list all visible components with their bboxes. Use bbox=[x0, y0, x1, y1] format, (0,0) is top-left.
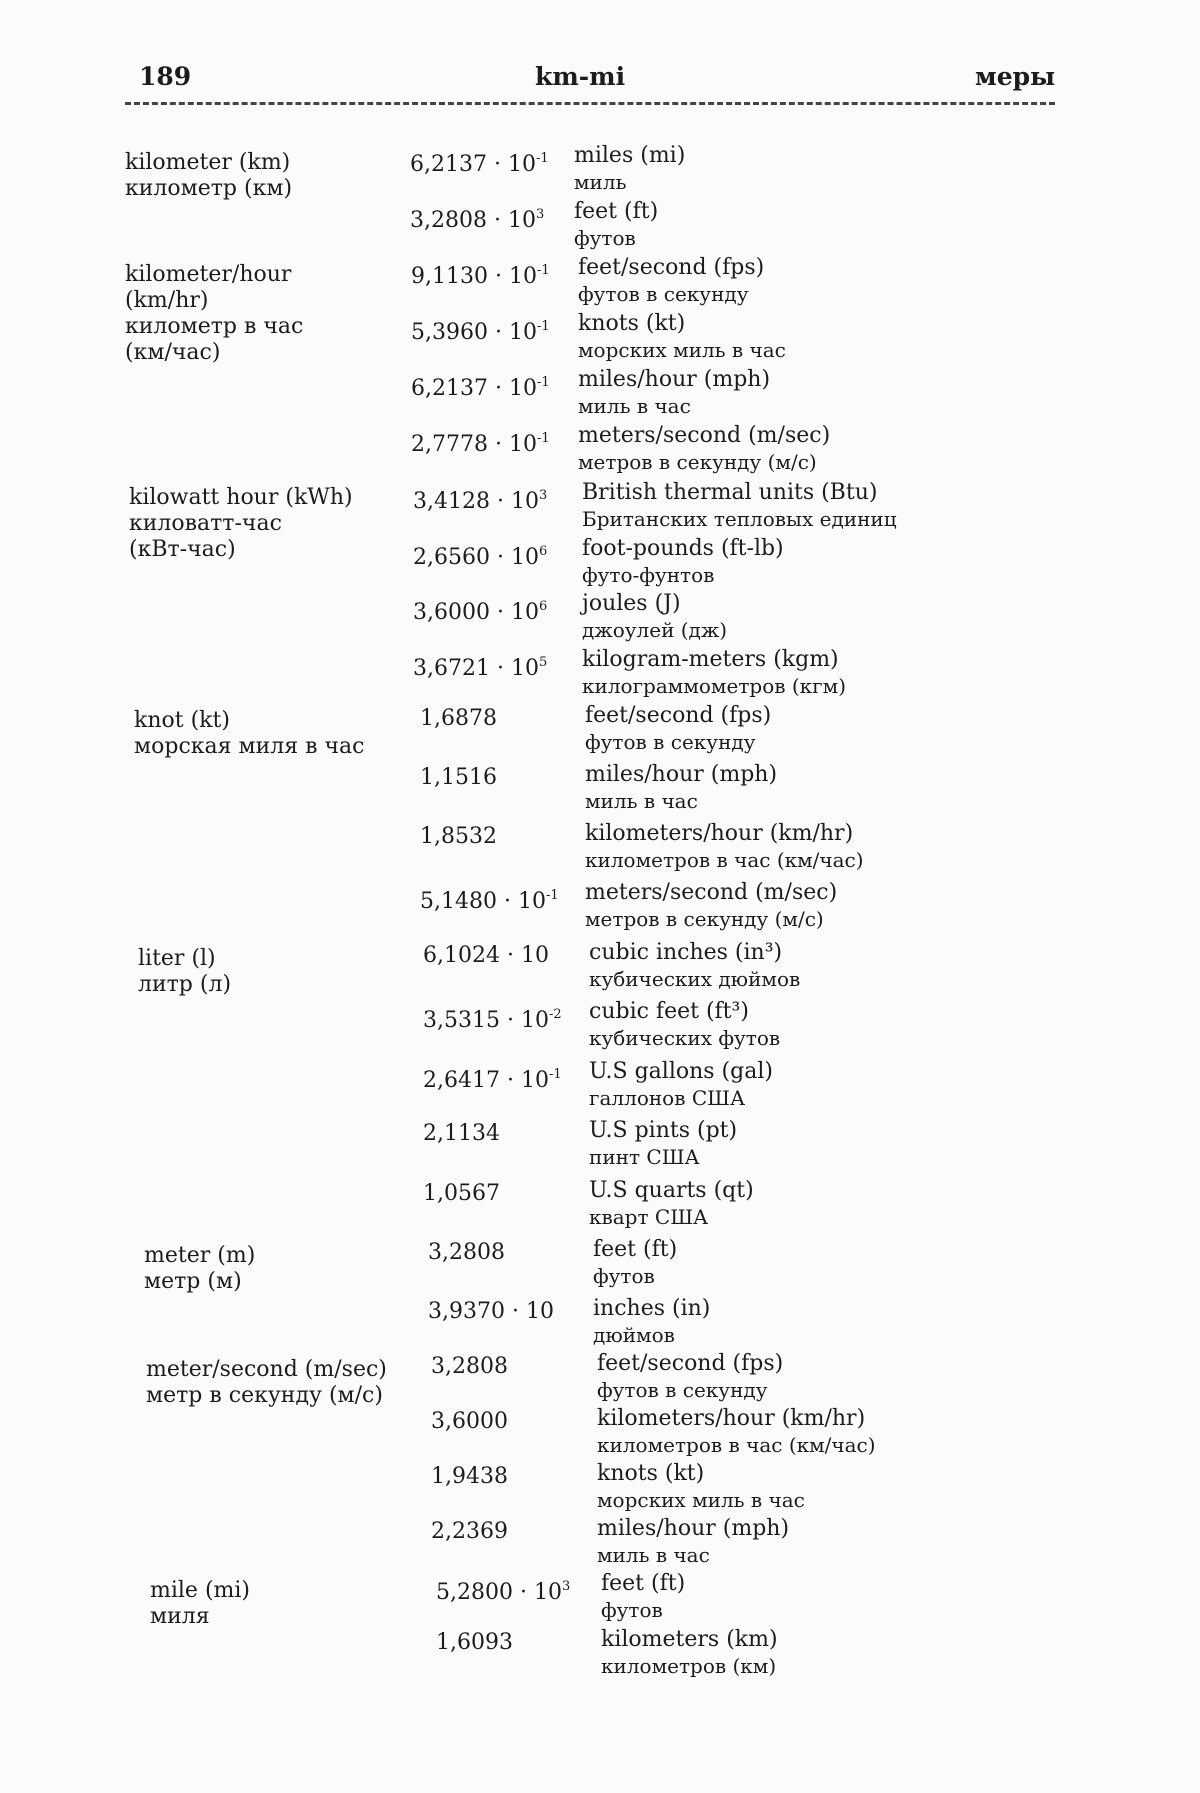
page-number: 189 bbox=[139, 62, 192, 91]
conversion-factor bbox=[431, 1464, 508, 1490]
factor-mantissa: 2,1134 bbox=[423, 1121, 500, 1146]
conversion-factor bbox=[413, 483, 547, 515]
factor-exponent: 6 bbox=[538, 544, 548, 559]
conversion-factor bbox=[423, 943, 549, 969]
entry-name-ru: морская миля в час bbox=[134, 734, 365, 759]
conversion-factor bbox=[423, 1121, 500, 1147]
target-unit bbox=[597, 1405, 876, 1459]
target-unit-ru: морских миль в час bbox=[597, 1488, 805, 1512]
conversion-factor bbox=[431, 1519, 508, 1545]
target-unit-ru: футов в секунду bbox=[578, 282, 749, 306]
entry-name bbox=[125, 262, 303, 366]
entry-name bbox=[138, 946, 231, 998]
conversion-factor bbox=[410, 202, 544, 234]
factor-exponent: 5 bbox=[538, 655, 548, 670]
target-unit-ru: дюймов bbox=[593, 1323, 675, 1347]
entry-name-ru: литр (л) bbox=[138, 972, 232, 997]
target-unit-ru: кубических дюймов bbox=[589, 967, 801, 991]
factor-exponent: 3 bbox=[561, 1579, 571, 1594]
entry-name-en: meter/second (m/sec) bbox=[146, 1357, 387, 1382]
conversion-factor bbox=[413, 594, 547, 626]
target-unit bbox=[585, 761, 777, 815]
target-unit-en: kilogram-meters (kgm) bbox=[582, 647, 839, 672]
target-unit-en: miles/hour (mph) bbox=[585, 762, 778, 787]
factor-exponent: 3 bbox=[535, 207, 545, 222]
entry-name-en: knot (kt) bbox=[134, 708, 230, 733]
target-unit bbox=[578, 366, 770, 420]
target-unit-ru: кварт США bbox=[589, 1205, 709, 1229]
factor-exponent: -1 bbox=[536, 319, 550, 334]
entry-name-en: kilometer/hour (km/hr) bbox=[125, 262, 292, 313]
factor-mantissa: 2,6560 · 10 bbox=[413, 545, 539, 570]
target-unit bbox=[589, 939, 800, 993]
target-unit bbox=[582, 590, 727, 644]
target-unit bbox=[601, 1570, 685, 1624]
conversion-factor bbox=[420, 883, 559, 915]
target-unit-en: joules (J) bbox=[582, 591, 681, 616]
target-unit-ru: футов в секунду bbox=[585, 730, 756, 754]
factor-mantissa: 9,1130 · 10 bbox=[411, 264, 537, 289]
factor-mantissa: 6,1024 · 10 bbox=[423, 943, 549, 968]
conversion-factor bbox=[411, 258, 550, 290]
target-unit bbox=[582, 646, 846, 700]
target-unit bbox=[574, 198, 658, 252]
target-unit-en: kilometers/hour (km/hr) bbox=[597, 1406, 866, 1431]
target-unit-ru: пинт США bbox=[589, 1145, 700, 1169]
factor-exponent: 6 bbox=[538, 599, 548, 614]
target-unit-en: miles (mi) bbox=[574, 143, 686, 168]
factor-exponent: -1 bbox=[536, 375, 550, 390]
entry-name-en: meter (m) bbox=[144, 1243, 256, 1268]
target-unit bbox=[589, 1058, 773, 1112]
conversion-factor bbox=[420, 706, 497, 732]
target-unit bbox=[582, 479, 897, 533]
target-unit-en: feet (ft) bbox=[601, 1571, 686, 1596]
factor-exponent: -1 bbox=[536, 431, 550, 446]
target-unit-en: foot-pounds (ft-lb) bbox=[582, 536, 784, 561]
target-unit bbox=[589, 1177, 754, 1231]
factor-mantissa: 1,6878 bbox=[420, 706, 497, 731]
target-unit bbox=[597, 1515, 789, 1569]
factor-mantissa: 3,6000 · 10 bbox=[413, 600, 539, 625]
target-unit-en: knots (kt) bbox=[597, 1461, 705, 1486]
entry-name-en: kilometer (km) bbox=[125, 150, 291, 175]
conversion-factor bbox=[431, 1409, 508, 1435]
target-unit-en: kilometers (km) bbox=[601, 1627, 778, 1652]
factor-exponent: -2 bbox=[548, 1007, 562, 1022]
target-unit-en: U.S quarts (qt) bbox=[589, 1178, 754, 1203]
target-unit-en: miles/hour (mph) bbox=[597, 1516, 790, 1541]
target-unit-en: U.S pints (pt) bbox=[589, 1118, 738, 1143]
entry-name bbox=[144, 1243, 255, 1295]
factor-mantissa: 2,6417 · 10 bbox=[423, 1068, 549, 1093]
target-unit bbox=[589, 998, 780, 1052]
target-unit bbox=[578, 422, 830, 476]
running-head-range: km-mi bbox=[535, 62, 626, 91]
entry-name bbox=[134, 708, 364, 760]
factor-exponent: -1 bbox=[545, 888, 559, 903]
target-unit-en: feet/second (fps) bbox=[585, 703, 772, 728]
entry-name-ru: миля bbox=[150, 1604, 210, 1629]
target-unit bbox=[582, 535, 784, 589]
target-unit-ru: джоулей (дж) bbox=[582, 618, 728, 642]
target-unit bbox=[597, 1460, 805, 1514]
factor-mantissa: 1,0567 bbox=[423, 1181, 500, 1206]
target-unit-en: cubic feet (ft³) bbox=[589, 999, 749, 1024]
target-unit bbox=[593, 1295, 710, 1349]
target-unit-ru: миль в час bbox=[578, 394, 691, 418]
target-unit-ru: кубических футов bbox=[589, 1026, 781, 1050]
target-unit-ru: футов в секунду bbox=[597, 1378, 768, 1402]
factor-mantissa: 3,2808 · 10 bbox=[410, 208, 536, 233]
target-unit-en: feet (ft) bbox=[574, 199, 659, 224]
entry-name bbox=[129, 485, 353, 563]
factor-exponent: -1 bbox=[535, 151, 549, 166]
header-divider bbox=[125, 102, 1055, 105]
target-unit-en: meters/second (m/sec) bbox=[585, 880, 838, 905]
target-unit-en: inches (in) bbox=[593, 1296, 711, 1321]
conversion-factor bbox=[410, 146, 549, 178]
factor-mantissa: 5,1480 · 10 bbox=[420, 889, 546, 914]
entry-name-ru: километр в час (км/час) bbox=[125, 314, 304, 365]
factor-mantissa: 5,2800 · 10 bbox=[436, 1580, 562, 1605]
running-head-section: меры bbox=[975, 62, 1056, 91]
target-unit-en: kilometers/hour (km/hr) bbox=[585, 821, 854, 846]
target-unit-ru: футов bbox=[574, 226, 636, 250]
target-unit-en: feet/second (fps) bbox=[578, 255, 765, 280]
entry-name-en: liter (l) bbox=[138, 946, 216, 971]
factor-mantissa: 3,2808 bbox=[431, 1354, 508, 1379]
factor-mantissa: 3,4128 · 10 bbox=[413, 489, 539, 514]
entry-name-ru: киловатт-час (кВт-час) bbox=[129, 511, 282, 562]
conversion-factor bbox=[436, 1574, 570, 1606]
target-unit-en: miles/hour (mph) bbox=[578, 367, 771, 392]
target-unit-en: feet/second (fps) bbox=[597, 1351, 784, 1376]
factor-mantissa: 3,9370 · 10 bbox=[428, 1299, 554, 1324]
target-unit bbox=[574, 142, 685, 196]
target-unit bbox=[589, 1117, 737, 1171]
conversion-factor bbox=[431, 1354, 508, 1380]
conversion-factor bbox=[428, 1299, 554, 1325]
target-unit-ru: километров в час (км/час) bbox=[597, 1433, 876, 1457]
target-unit-ru: футов bbox=[593, 1264, 655, 1288]
entry-name-ru: километр (км) bbox=[125, 176, 293, 201]
entry-name bbox=[125, 150, 292, 202]
target-unit-en: U.S gallons (gal) bbox=[589, 1059, 773, 1084]
target-unit bbox=[601, 1626, 778, 1680]
target-unit bbox=[578, 310, 786, 364]
factor-mantissa: 6,2137 · 10 bbox=[411, 376, 537, 401]
target-unit-en: knots (kt) bbox=[578, 311, 686, 336]
target-unit-en: cubic inches (in³) bbox=[589, 940, 783, 965]
target-unit-en: feet (ft) bbox=[593, 1237, 678, 1262]
target-unit-en: meters/second (m/sec) bbox=[578, 423, 831, 448]
factor-mantissa: 3,5315 · 10 bbox=[423, 1008, 549, 1033]
target-unit-ru: метров в секунду (м/с) bbox=[578, 450, 817, 474]
factor-mantissa: 1,9438 bbox=[431, 1464, 508, 1489]
target-unit bbox=[593, 1236, 677, 1290]
factor-exponent: -1 bbox=[536, 263, 550, 278]
target-unit bbox=[578, 254, 764, 308]
conversion-factor bbox=[420, 824, 497, 850]
entry-name-en: kilowatt hour (kWh) bbox=[129, 485, 353, 510]
target-unit-ru: Британских тепловых единиц bbox=[582, 507, 897, 531]
target-unit bbox=[585, 702, 771, 756]
factor-mantissa: 3,2808 bbox=[428, 1240, 505, 1265]
target-unit-en: British thermal units (Btu) bbox=[582, 480, 878, 505]
target-unit bbox=[585, 820, 864, 874]
conversion-factor bbox=[411, 370, 550, 402]
target-unit-ru: галлонов США bbox=[589, 1086, 746, 1110]
factor-exponent: 3 bbox=[538, 488, 548, 503]
factor-exponent: -1 bbox=[548, 1067, 562, 1082]
entry-name bbox=[146, 1357, 387, 1409]
target-unit-ru: морских миль в час bbox=[578, 338, 786, 362]
conversion-factor bbox=[413, 650, 547, 682]
factor-mantissa: 1,1516 bbox=[420, 765, 497, 790]
target-unit-ru: футо-фунтов bbox=[582, 563, 715, 587]
target-unit-ru: миль в час bbox=[585, 789, 698, 813]
conversion-factor bbox=[420, 765, 497, 791]
conversion-factor bbox=[436, 1630, 513, 1656]
entry-name-en: mile (mi) bbox=[150, 1578, 251, 1603]
factor-mantissa: 6,2137 · 10 bbox=[410, 152, 536, 177]
conversion-factor bbox=[423, 1181, 500, 1207]
conversion-factor bbox=[423, 1062, 562, 1094]
conversion-factor bbox=[423, 1002, 562, 1034]
target-unit bbox=[597, 1350, 783, 1404]
target-unit-ru: миль в час bbox=[597, 1543, 710, 1567]
conversion-factor bbox=[411, 314, 550, 346]
conversion-factor bbox=[411, 426, 550, 458]
factor-mantissa: 3,6721 · 10 bbox=[413, 656, 539, 681]
target-unit-ru: метров в секунду (м/с) bbox=[585, 907, 824, 931]
conversion-factor bbox=[413, 539, 547, 571]
conversion-factor bbox=[428, 1240, 505, 1266]
factor-mantissa: 5,3960 · 10 bbox=[411, 320, 537, 345]
entry-name-ru: метр в секунду (м/с) bbox=[146, 1383, 383, 1408]
target-unit-ru: футов bbox=[601, 1598, 663, 1622]
target-unit-ru: килограммометров (кгм) bbox=[582, 674, 846, 698]
target-unit-ru: километров (км) bbox=[601, 1654, 777, 1678]
target-unit bbox=[585, 879, 837, 933]
target-unit-ru: миль bbox=[574, 170, 627, 194]
factor-mantissa: 1,8532 bbox=[420, 824, 497, 849]
entry-name bbox=[150, 1578, 250, 1630]
factor-mantissa: 2,2369 bbox=[431, 1519, 508, 1544]
target-unit-ru: километров в час (км/час) bbox=[585, 848, 864, 872]
factor-mantissa: 2,7778 · 10 bbox=[411, 432, 537, 457]
entry-name-ru: метр (м) bbox=[144, 1269, 242, 1294]
factor-mantissa: 3,6000 bbox=[431, 1409, 508, 1434]
factor-mantissa: 1,6093 bbox=[436, 1630, 513, 1655]
